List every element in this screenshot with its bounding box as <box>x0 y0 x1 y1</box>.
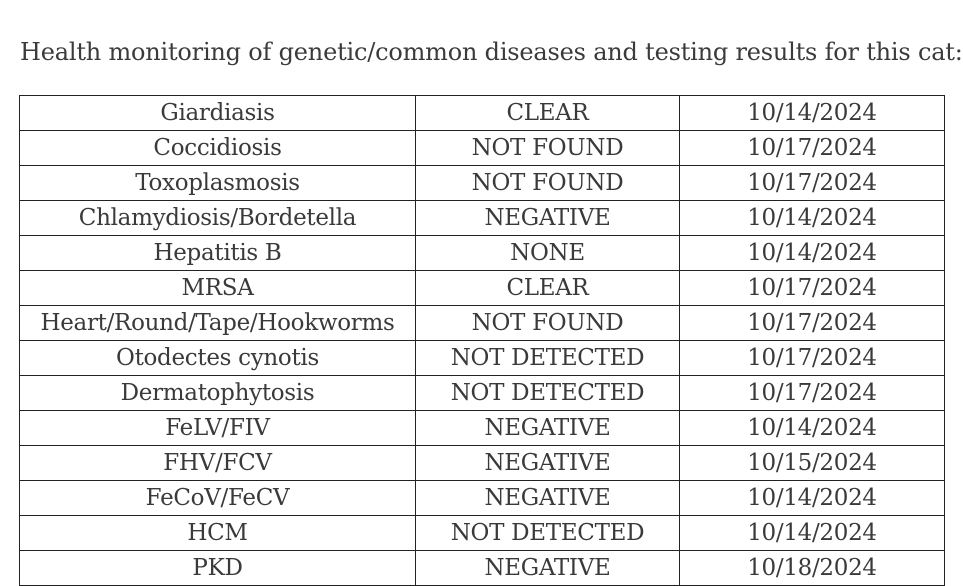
date-cell: 10/17/2024 <box>680 166 945 201</box>
result-cell: NOT DETECTED <box>416 516 680 551</box>
disease-cell: Otodectes cynotis <box>20 341 416 376</box>
table-row <box>20 411 945 446</box>
date-cell: 10/17/2024 <box>680 341 945 376</box>
table-row <box>20 166 945 201</box>
result-cell: CLEAR <box>416 271 680 306</box>
disease-cell: Dermatophytosis <box>20 376 416 411</box>
table-row <box>20 446 945 481</box>
table-row <box>20 551 945 586</box>
result-cell: CLEAR <box>416 96 680 131</box>
date-cell: 10/14/2024 <box>680 236 945 271</box>
result-cell: NEGATIVE <box>416 446 680 481</box>
disease-cell: HCM <box>20 516 416 551</box>
disease-cell: FeLV/FIV <box>20 411 416 446</box>
date-cell: 10/14/2024 <box>680 411 945 446</box>
table-row <box>20 271 945 306</box>
disease-cell: PKD <box>20 551 416 586</box>
table-row <box>20 481 945 516</box>
date-cell: 10/17/2024 <box>680 131 945 166</box>
date-cell: 10/14/2024 <box>680 96 945 131</box>
date-cell: 10/18/2024 <box>680 551 945 586</box>
result-cell: NONE <box>416 236 680 271</box>
disease-cell: Giardiasis <box>20 96 416 131</box>
table-row <box>20 131 945 166</box>
disease-cell: Hepatitis B <box>20 236 416 271</box>
disease-cell: MRSA <box>20 271 416 306</box>
table-row <box>20 201 945 236</box>
date-cell: 10/17/2024 <box>680 376 945 411</box>
disease-cell: FHV/FCV <box>20 446 416 481</box>
result-cell: NEGATIVE <box>416 551 680 586</box>
result-cell: NEGATIVE <box>416 201 680 236</box>
table-row <box>20 516 945 551</box>
date-cell: 10/14/2024 <box>680 481 945 516</box>
table-row <box>20 341 945 376</box>
table-row <box>20 376 945 411</box>
table-row <box>20 236 945 271</box>
health-results-table <box>19 95 945 586</box>
disease-cell: Heart/Round/Tape/Hookworms <box>20 306 416 341</box>
result-cell: NEGATIVE <box>416 481 680 516</box>
result-cell: NOT FOUND <box>416 131 680 166</box>
result-cell: NOT DETECTED <box>416 341 680 376</box>
disease-cell: Toxoplasmosis <box>20 166 416 201</box>
table-row <box>20 96 945 131</box>
intro-text: Health monitoring of genetic/common diseases and testing results for this cat: <box>20 38 963 66</box>
table-row <box>20 306 945 341</box>
result-cell: NOT DETECTED <box>416 376 680 411</box>
date-cell: 10/14/2024 <box>680 201 945 236</box>
result-cell: NOT FOUND <box>416 306 680 341</box>
result-cell: NOT FOUND <box>416 166 680 201</box>
date-cell: 10/17/2024 <box>680 306 945 341</box>
date-cell: 10/14/2024 <box>680 516 945 551</box>
disease-cell: FeCoV/FeCV <box>20 481 416 516</box>
result-cell: NEGATIVE <box>416 411 680 446</box>
disease-cell: Coccidiosis <box>20 131 416 166</box>
results-table-body <box>20 96 945 586</box>
disease-cell: Chlamydiosis/Bordetella <box>20 201 416 236</box>
date-cell: 10/15/2024 <box>680 446 945 481</box>
date-cell: 10/17/2024 <box>680 271 945 306</box>
